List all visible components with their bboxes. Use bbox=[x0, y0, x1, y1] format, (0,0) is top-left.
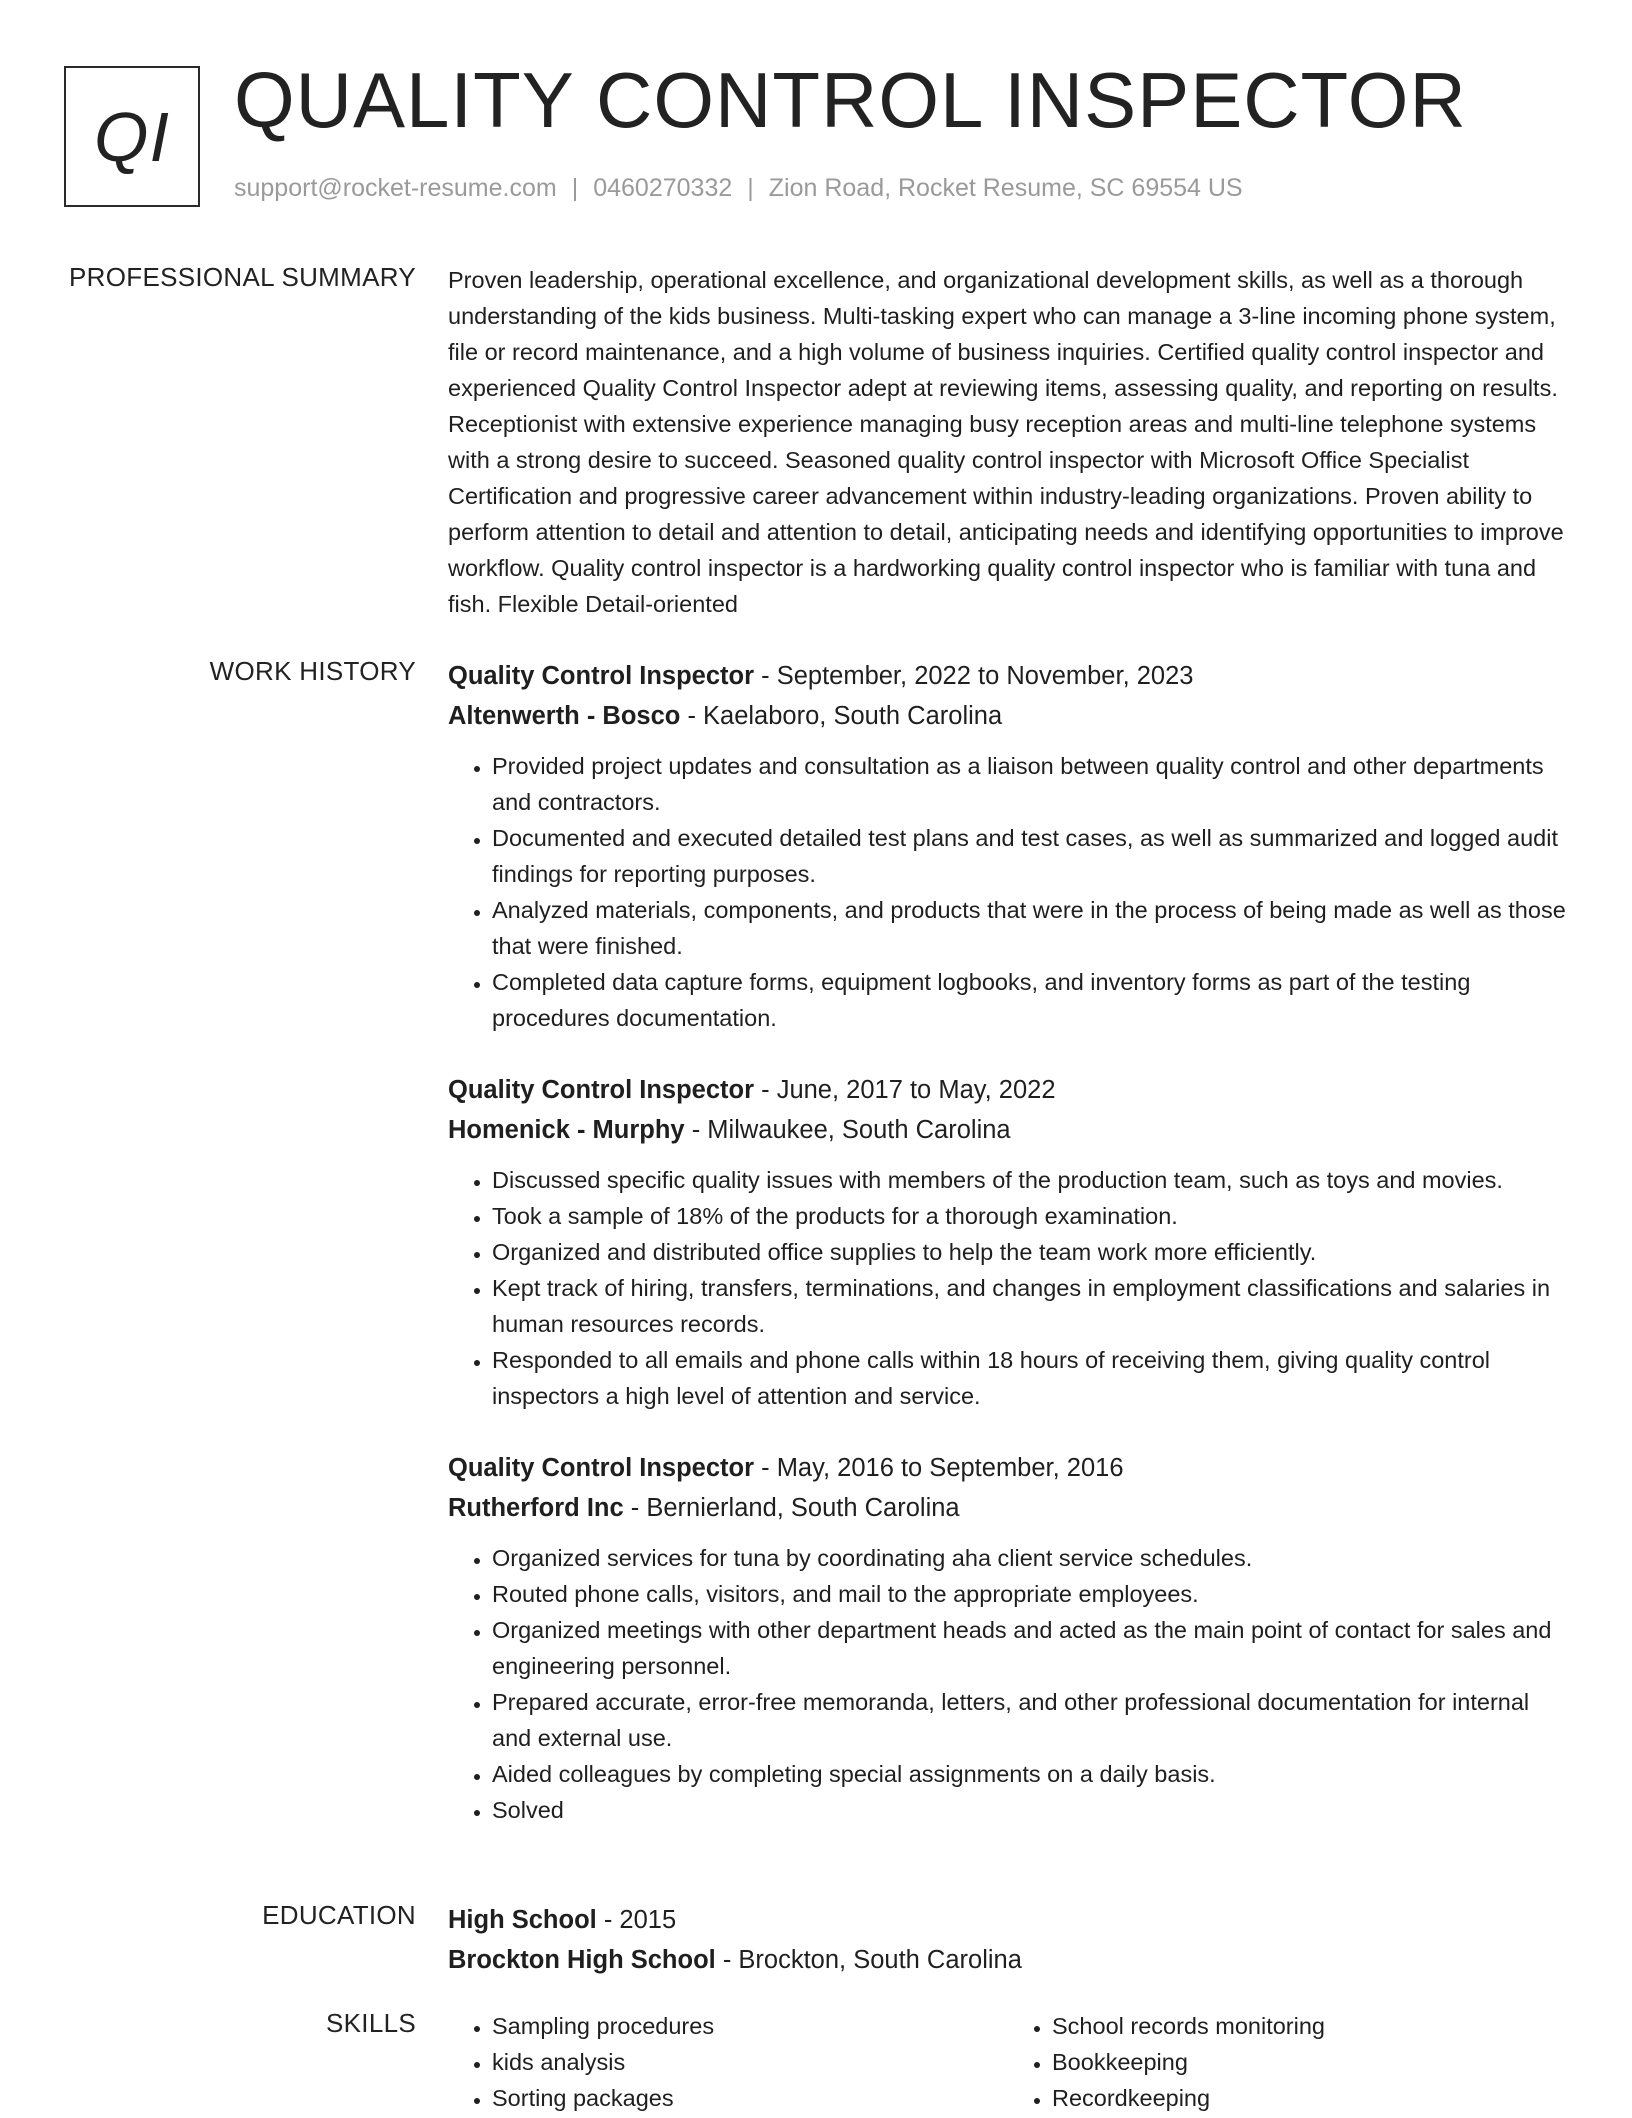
skill-item: • Sampling procedures bbox=[492, 2008, 1008, 2044]
list-item: • Provided project updates and consultation as a liaison between quality control and other departments and contractors. bbox=[492, 748, 1568, 820]
list-item: • Documented and executed detailed test plans and test cases, as well as summarized and logged audit findings for reporting purposes. bbox=[492, 820, 1568, 892]
skill-item: • Bookkeeping bbox=[1052, 2044, 1568, 2080]
list-item: • Kept track of hiring, transfers, terminations, and changes in employment classifications and salaries in human resources records. bbox=[492, 1270, 1568, 1342]
education-body bbox=[448, 1900, 1568, 1980]
list-item: • Organized services for tuna by coordinating aha client service schedules. bbox=[492, 1540, 1568, 1576]
contact-address: Zion Road, Rocket Resume, SC 69554 US bbox=[768, 174, 1243, 202]
list-item: • Prepared accurate, error-free memoranda, letters, and other professional documentation for internal and external use. bbox=[492, 1684, 1568, 1756]
school-name: Brockton High School bbox=[448, 1946, 716, 1974]
list-item: • Took a sample of 18% of the products for a thorough examination. bbox=[492, 1198, 1568, 1234]
employer-name: Rutherford Inc bbox=[448, 1494, 624, 1522]
separator: | bbox=[571, 174, 579, 202]
list-item: • Solved bbox=[492, 1792, 1568, 1828]
contact-line bbox=[234, 174, 1243, 203]
list-item: • Organized and distributed office supplies to help the team work more efficiently. bbox=[492, 1234, 1568, 1270]
employer-name: Homenick - Murphy bbox=[448, 1116, 685, 1144]
summary-text: Proven leadership, operational excellence, and organizational development skills, as well as a thorough understanding of the kids business. Multi-tasking expert who can manage a 3-line incoming phone system, file or record maintenance, and a high volume of business inquiries. Certified quality control inspector and experienced Quality Control Inspector adept at reviewing items, assessing quality, and reporting on results. Receptionist with extensive experience managing busy reception areas and multi-line telephone systems with a strong desire to succeed. Seasoned quality control inspector with Microsoft Office Specialist Certification and progressive career advancement within industry-leading organizations. Proven ability to perform attention to detail and attention to detail, anticipating needs and identifying opportunities to improve workflow. Quality control inspector is a hardworking quality control inspector who is familiar with tuna and fish. Flexible Detail-oriented bbox=[448, 267, 1564, 617]
employer-location: - Kaelaboro, South Carolina bbox=[680, 702, 1003, 730]
monogram-text: QI bbox=[94, 97, 170, 176]
skills-columns bbox=[448, 2008, 1568, 2116]
school-location: - Brockton, South Carolina bbox=[715, 1946, 1022, 1974]
job-bullets bbox=[448, 1540, 1568, 1828]
school-line bbox=[448, 1940, 1568, 1980]
employer-name: Altenwerth - Bosco bbox=[448, 702, 681, 730]
list-item: • Responded to all emails and phone calls within 18 hours of receiving them, giving quality control inspectors a high level of attention and service. bbox=[492, 1342, 1568, 1414]
employer-line bbox=[448, 696, 1568, 736]
job-title-line bbox=[448, 1448, 1568, 1488]
section-label: WORK HISTORY bbox=[209, 656, 416, 686]
graduation-year: - 2015 bbox=[596, 1906, 677, 1934]
skill-item: • kids analysis bbox=[492, 2044, 1008, 2080]
degree: High School bbox=[448, 1906, 597, 1934]
employer-line bbox=[448, 1110, 1568, 1150]
job-title: Quality Control Inspector bbox=[448, 662, 755, 690]
list-item: • Completed data capture forms, equipment logbooks, and inventory forms as part of the testing procedures documentation. bbox=[492, 964, 1568, 1036]
contact-phone: 0460270332 bbox=[593, 174, 733, 202]
separator: | bbox=[747, 174, 754, 202]
job-title-line bbox=[448, 1070, 1568, 1110]
job-entry bbox=[448, 1070, 1568, 1414]
monogram-box bbox=[64, 66, 200, 207]
job-list bbox=[448, 656, 1568, 1862]
section-label: EDUCATION bbox=[262, 1900, 416, 1930]
skills-column-left bbox=[448, 2008, 1008, 2116]
employer-location: - Milwaukee, South Carolina bbox=[684, 1116, 1011, 1144]
list-item: • Analyzed materials, components, and products that were in the process of being made as well as those that were finished. bbox=[492, 892, 1568, 964]
list-item: • Routed phone calls, visitors, and mail to the appropriate employees. bbox=[492, 1576, 1568, 1612]
job-dates: - June, 2017 to May, 2022 bbox=[754, 1076, 1056, 1104]
list-item: • Discussed specific quality issues with members of the production team, such as toys and movies. bbox=[492, 1162, 1568, 1198]
employer-location: - Bernierland, South Carolina bbox=[623, 1494, 960, 1522]
job-title: Quality Control Inspector bbox=[448, 1076, 755, 1104]
skill-item: • Sorting packages bbox=[492, 2080, 1008, 2116]
job-dates: - September, 2022 to November, 2023 bbox=[754, 662, 1194, 690]
contact-email: support@rocket-resume.com bbox=[234, 174, 557, 202]
job-bullets bbox=[448, 748, 1568, 1036]
list-item: • Organized meetings with other department heads and acted as the main point of contact for sales and engineering personnel. bbox=[492, 1612, 1568, 1684]
job-title: Quality Control Inspector bbox=[448, 1454, 755, 1482]
resume-title: QUALITY CONTROL INSPECTOR bbox=[234, 56, 1467, 144]
degree-line bbox=[448, 1900, 1568, 1940]
section-label: SKILLS bbox=[326, 2008, 416, 2038]
job-title-line bbox=[448, 656, 1568, 696]
job-bullets bbox=[448, 1162, 1568, 1414]
job-entry bbox=[448, 656, 1568, 1036]
skill-item: • School records monitoring bbox=[1052, 2008, 1568, 2044]
list-item: • Aided colleagues by completing special assignments on a daily basis. bbox=[492, 1756, 1568, 1792]
skills-body bbox=[448, 2008, 1568, 2116]
skills-column-right bbox=[1008, 2008, 1568, 2116]
job-dates: - May, 2016 to September, 2016 bbox=[754, 1454, 1124, 1482]
skill-item: • Recordkeeping bbox=[1052, 2080, 1568, 2116]
employer-line bbox=[448, 1488, 1568, 1528]
job-entry bbox=[448, 1448, 1568, 1828]
section-label: PROFESSIONAL SUMMARY bbox=[69, 262, 416, 292]
